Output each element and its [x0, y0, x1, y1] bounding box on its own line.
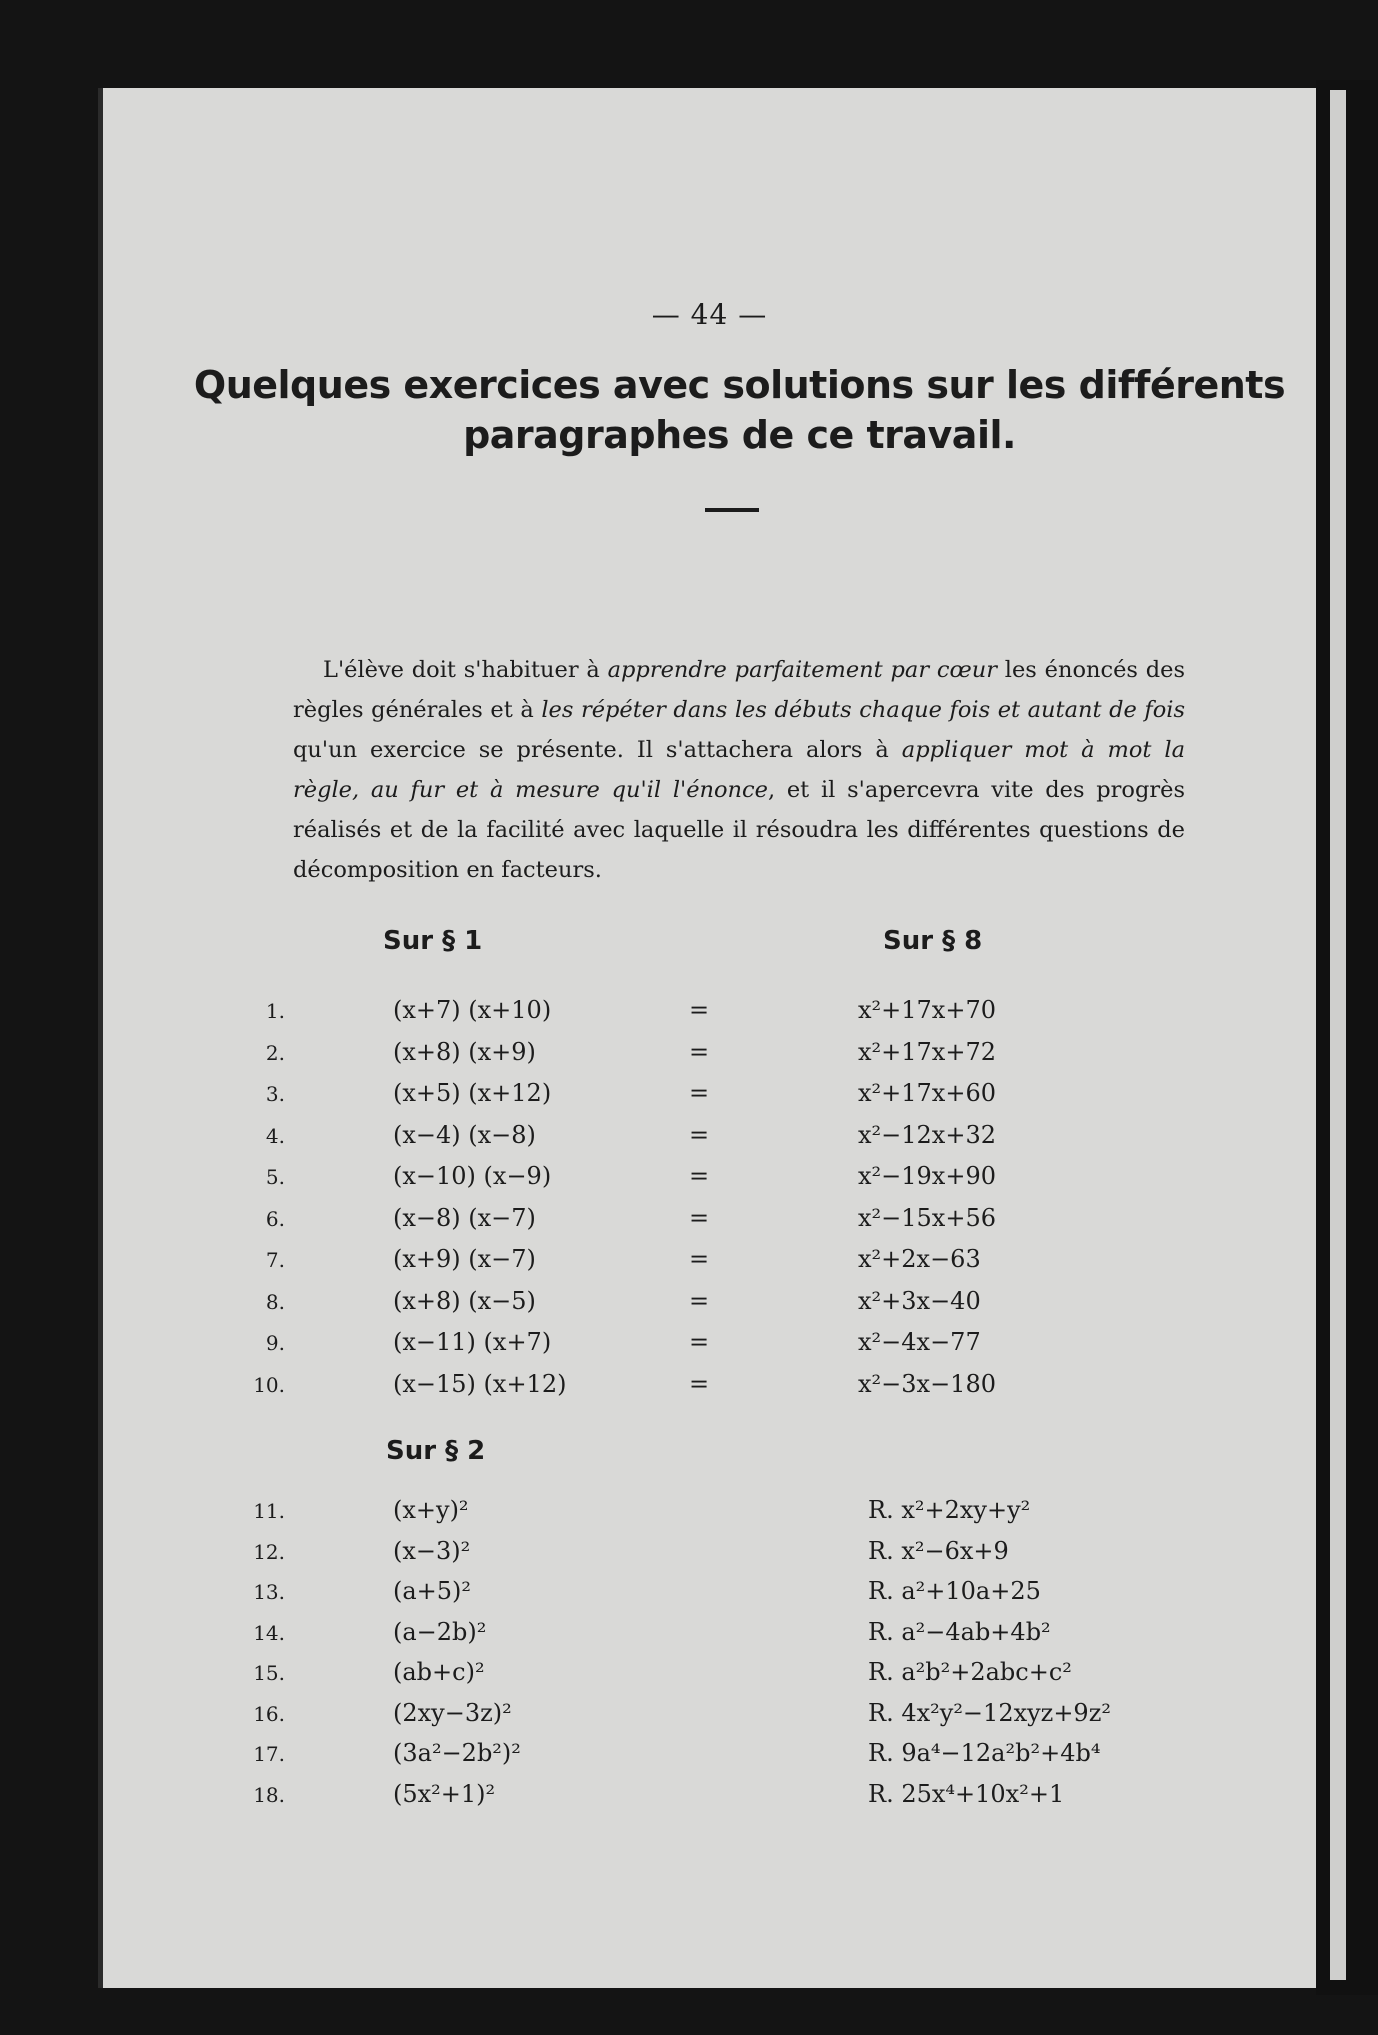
exercise-expression: (x−11) (x+7) [393, 1328, 552, 1356]
equals-sign: = [689, 1037, 710, 1066]
exercise-number: 7. [265, 1248, 285, 1272]
exercise-expression: (x−4) (x−8) [393, 1120, 536, 1149]
exercise-expression: (x−3)² [393, 1536, 471, 1565]
exercise-expression: (x−15) (x+12) [393, 1369, 567, 1398]
equals-sign: = [689, 1120, 710, 1149]
exercise-number: 4. [265, 1123, 285, 1148]
page-number: — 44 — [651, 298, 768, 331]
exercise-expression: (a+5)² [393, 1577, 472, 1605]
exercise-expression: (x+5) (x+12) [393, 1079, 552, 1107]
exercise-expression: (2xy−3z)² [393, 1698, 512, 1727]
exercise-result: x²−4x−77 [858, 1328, 981, 1356]
intro-italic-2: les répéter dans les débuts chaque fois et autant de fois [541, 697, 1185, 723]
exercise-result: R. a²+10a+25 [868, 1577, 1041, 1605]
exercise-expression: (3a²−2b²)² [393, 1739, 521, 1767]
exercise-number: 5. [265, 1165, 285, 1189]
exercise-number: 16. [253, 1701, 285, 1726]
exercise-number: 12. [253, 1539, 285, 1564]
intro-paragraph [293, 650, 1185, 890]
exercise-number: 3. [265, 1082, 285, 1106]
section2-heading: Sur § 2 [386, 1436, 486, 1466]
intro-text-4: , et il s'apercevra vite des progrès réalisés et de la facilité avec laquelle il résoudra les différentes questions de décomposition en facteurs. [293, 777, 1185, 883]
exercise-result: R. 25x⁴+10x²+1 [868, 1779, 1065, 1808]
exercise-expression: (x+8) (x−5) [393, 1286, 536, 1315]
exercise-expression: (x+y)² [393, 1496, 469, 1524]
exercise-expression: (x−10) (x−9) [393, 1162, 552, 1190]
exercise-expression: (x+7) (x+10) [393, 996, 552, 1024]
adjacent-page-edge [1316, 80, 1378, 1995]
equals-sign: = [689, 1245, 710, 1273]
intro-text-3: qu'un exercice se présente. Il s'attachera alors à [293, 737, 902, 763]
exercise-result: x²+17x+72 [858, 1037, 996, 1066]
exercise-expression: (ab+c)² [393, 1658, 485, 1686]
exercise-result: R. 4x²y²−12xyz+9z² [868, 1698, 1111, 1727]
page-title [163, 360, 1316, 460]
exercise-result: x²+17x+60 [858, 1079, 996, 1107]
equals-sign: = [689, 1286, 710, 1315]
exercise-number: 8. [265, 1289, 285, 1314]
exercise-number: 13. [253, 1580, 285, 1604]
exercise-result: R. a²b²+2abc+c² [868, 1658, 1072, 1686]
equals-sign: = [689, 1328, 710, 1356]
exercise-result: R. x²+2xy+y² [868, 1496, 1031, 1524]
exercise-number: 10. [253, 1372, 285, 1397]
book-page [98, 88, 1316, 1988]
exercise-expression: (x+9) (x−7) [393, 1245, 536, 1273]
exercise-expression: (x+8) (x+9) [393, 1037, 536, 1066]
exercise-result: x²−3x−180 [858, 1369, 996, 1398]
exercise-result: x²+3x−40 [858, 1286, 981, 1315]
equals-sign: = [689, 1203, 710, 1232]
exercise-number: 15. [253, 1661, 285, 1685]
exercise-result: x²−12x+32 [858, 1120, 996, 1149]
exercise-number: 6. [265, 1206, 285, 1231]
exercise-result: x²+17x+70 [858, 996, 996, 1024]
intro-text-2: les énoncés des règles générales et à [293, 657, 1186, 723]
exercise-result: x²−19x+90 [858, 1162, 996, 1190]
title-line-1: Quelques exercices avec solutions sur les différents [193, 363, 1286, 407]
title-rule [705, 508, 759, 512]
exercise-number: 18. [253, 1782, 285, 1807]
exercise-number: 9. [265, 1331, 285, 1355]
exercise-result: x²+2x−63 [858, 1245, 981, 1273]
equals-sign: = [689, 1162, 710, 1190]
exercise-result: x²−15x+56 [858, 1203, 996, 1232]
exercise-result: R. 9a⁴−12a²b²+4b⁴ [868, 1739, 1101, 1767]
exercise-number: 1. [265, 999, 285, 1023]
exercise-number: 2. [265, 1040, 285, 1065]
section1-heading-left: Sur § 1 [383, 926, 483, 956]
exercise-expression: (a−2b)² [393, 1617, 487, 1646]
exercise-expression: (5x²+1)² [393, 1779, 496, 1808]
exercise-expression: (x−8) (x−7) [393, 1203, 536, 1232]
intro-italic-3: appliquer mot à mot la règle, au fur et à mesure qu'il l'énonce [293, 737, 1186, 803]
adjacent-page-sliver [1330, 90, 1346, 1980]
title-line-2: paragraphes de ce travail. [463, 413, 1016, 457]
exercise-number: 14. [253, 1620, 285, 1645]
exercise-result: R. x²−6x+9 [868, 1536, 1009, 1565]
equals-sign: = [689, 1079, 710, 1107]
intro-italic-1: apprendre parfaitement par cœur [607, 657, 997, 683]
exercise-number: 11. [253, 1499, 285, 1523]
exercise-result: R. a²−4ab+4b² [868, 1617, 1051, 1646]
exercise-number: 17. [253, 1742, 285, 1766]
section1-heading-right: Sur § 8 [883, 926, 983, 956]
equals-sign: = [689, 996, 710, 1024]
equals-sign: = [689, 1369, 710, 1398]
intro-text-1: L'élève doit s'habituer à [323, 657, 608, 683]
